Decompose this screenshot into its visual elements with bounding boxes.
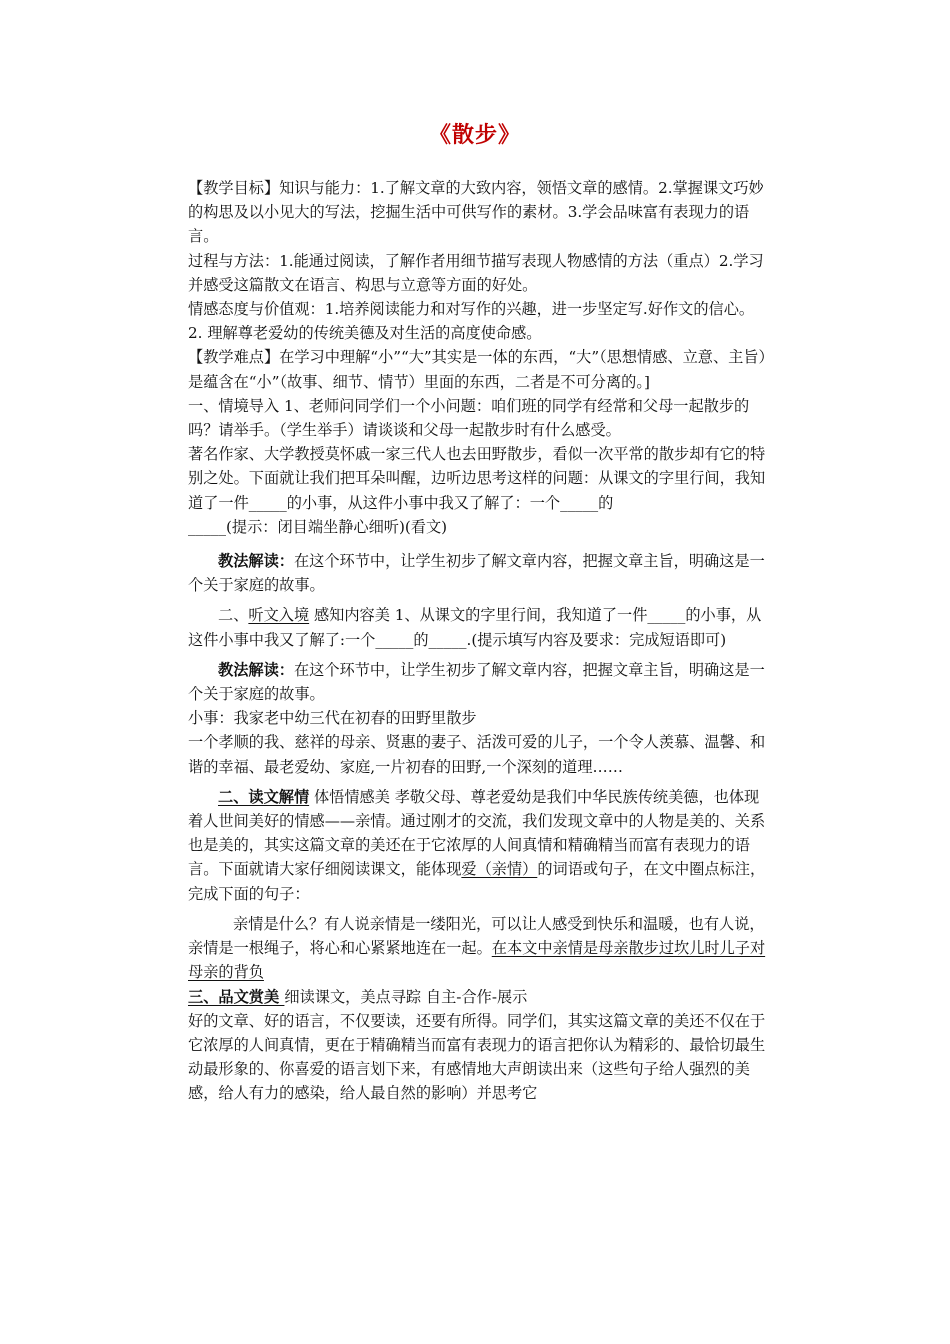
section-3-paragraph: 好的文章、好的语言，不仅要读，还要有所得。同学们，其实这篇文章的美还不仅在于它浓厚的人间真情，更在于精确精当而富有表现力的语言把你认为精彩的、最恰切最生动最形象的、你喜爱的语言划下来，有感情地大声朗读出来（这些句子给人强烈的美感，给人有力的感染，给人最自然的影响）并思考它	[188, 1011, 766, 1103]
characters-line: 一个孝顺的我、慈祥的母亲、贤惠的妻子、活泼可爱的儿子，一个令人羡慕、温馨、和谐的幸福、最老爱幼、家庭,一片初春的田野,一个深刻的道理……	[188, 733, 766, 776]
method-note-label: 教法解读：	[218, 660, 294, 679]
method-note-text: 在这个环节中，让学生初步了解文章内容，把握文章主旨，明确这是一个关于家庭的故事。	[188, 552, 765, 595]
section-1-intro: 一、情境导入 1、老师问同学们一个小问题：咱们班的同学有经常和父母一起散步的吗？请举手。（学生举手）请谈谈和父母一起散步时有什么感受。	[188, 396, 750, 440]
section-3-heading-line	[188, 985, 768, 1009]
section-3-heading: 三、品文赏美	[188, 987, 285, 1006]
section-2-listen	[188, 603, 768, 651]
teaching-difficulty-paragraph	[188, 345, 768, 393]
family-love-text: 亲情是什么？有人说亲情是一缕阳光，可以让人感受到快乐和温暖，也有人说，亲情是一根绳子，将心和心紧紧地连在一起。	[188, 914, 765, 958]
section-2-text: 感知内容美 1、从课文的字里行间，我知道了一件_____的小事，从这件小事中我又了解了:一个_____的_____.(提示填写内容及要求：完成短语即可)	[188, 606, 762, 649]
section-2-read-heading: 二、读文解情	[218, 787, 310, 806]
attitude-value-paragraph: 情感态度与价值观：1.培养阅读能力和对写作的兴趣，进一步坚定写.好作文的信心。	[188, 300, 755, 319]
teaching-goals-text: 知识与能力：1.了解文章的大致内容，领悟文章的感情。2.掌握课文巧妙的构思及以小见大的写法，挖掘生活中可供写作的素材。3.学会品味富有表现力的语言。	[188, 179, 764, 246]
teaching-difficulty-label: 【教学难点】	[188, 348, 280, 367]
listening-hint: _____(提示：闭目端坐静心细听)(看文)	[188, 517, 448, 536]
author-intro-paragraph: 著名作家、大学教授莫怀戚一家三代人也去田野散步，看似一次平常的散步却有它的特别之处。下面就让我们把耳朵叫醒，边听边思考这样的问题：从课文的字里行间，我知道了一件_____的小事，从这件小事中我又了解了：一个_____的	[188, 445, 766, 512]
method-note-text: 在这个环节中，让学生初步了解文章内容，把握文章主旨，明确这是一个关于家庭的故事。	[188, 660, 765, 704]
method-note-2	[188, 658, 768, 706]
goal-item-2: 2. 理解尊老爱幼的传统美德及对生活的高度使命感。	[188, 324, 542, 343]
family-love-paragraph	[188, 912, 768, 985]
page-title: 《散步》	[428, 123, 521, 148]
small-event-line: 小事：我家老中幼三代在初春的田野里散步	[188, 709, 477, 728]
section-2-heading: 听文入境	[248, 606, 310, 625]
section-2-prefix: 二、	[218, 606, 249, 625]
section-2-read-underlined: 爱（亲情）	[461, 860, 538, 879]
family-love-answer: 在本文中亲情是母亲散步过坎儿时儿子对母亲的背负	[188, 939, 766, 982]
document-body	[188, 176, 768, 1106]
section-2-read-text-a: 体悟情感美 孝敬父母、尊老爱幼是我们中华民族传统美德，也体现着人世间美好的情感——亲情。通过刚才的交流，我们发现文章中的人物是美的、关系也是美的，其实这篇文章的美还在于它浓厚的人间真情和精确精当而富有表现力的语言。下面就请大家仔细阅读课文，能体现	[188, 787, 766, 879]
section-2-read	[188, 785, 768, 906]
section-2-read-text-b: 的词语或句子，在文中圈点标注，完成下面的句子：	[188, 860, 766, 903]
teaching-goals-label: 【教学目标】	[188, 179, 280, 197]
method-note-label: 教法解读：	[218, 552, 294, 571]
teaching-difficulty-text: 在学习中理解“小”“大”其实是一体的东西，“大”（思想情感、立意、主旨）是蕴含在“小”（故事、细节、情节）里面的东西，二者是不可分离的。]	[188, 348, 767, 391]
method-note-1	[188, 549, 768, 597]
process-method-paragraph: 过程与方法：1.能通过阅读，了解作者用细节描写表现人物感情的方法（重点）2.学习并感受这篇散文在语言、构思与立意等方面的好处。	[188, 251, 764, 294]
teaching-goals-paragraph	[188, 176, 768, 249]
section-3-text: 细读课文，美点寻踪 自主-合作-展示	[284, 987, 528, 1006]
